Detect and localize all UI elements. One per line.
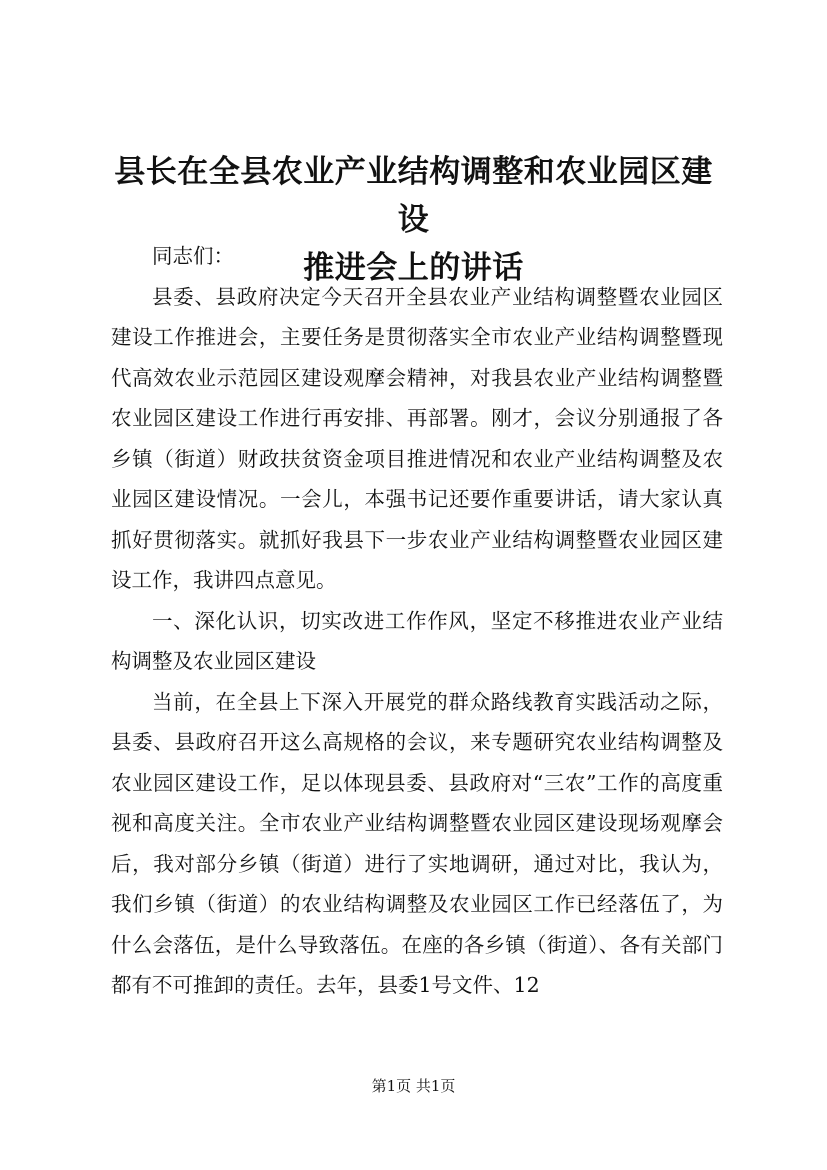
paragraph-section-1: 当前，在全县上下深入开展党的群众路线教育实践活动之际，县委、县政府召开这么高规格的会议，来专题研究农业结构调整及农业园区建设工作，足以体现县委、县政府对“三农”工作的高度重视和高度关注。全市农业产业结构调整暨农业园区建设现场观摩会后，我对部分乡镇（街道）进行了实地调研，通过对比，我认为，我们乡镇（街道）的农业结构调整及农业园区工作已经落伍了，为什么会落伍，是什么导致落伍。在座的各乡镇（街道）、各有关部门都有不可推卸的责任。去年，县委1号文件、12 [111,689,723,997]
section-heading-1: 一、深化认识，切实改进工作作风，坚定不移推进农业产业结构调整及农业园区建设 [111,608,723,673]
page-footer [0,1076,827,1096]
title-line-2: 推进会上的讲话 [303,250,524,286]
paragraph-intro: 县委、县政府决定今天召开全县农业产业结构调整暨农业园区建设工作推进会，主要任务是贯彻落实全市农业产业结构调整暨现代高效农业示范园区建设观摩会精神，对我县农业产业结构调整暨农业园区建设工作进行再安排、再部署。刚才，会议分别通报了各乡镇（街道）财政扶贫资金项目推进情况和农业产业结构调整及农业园区建设情况。一会儿，本强书记还要作重要讲话，请大家认真抓好贯彻落实。就抓好我县下一步农业产业结构调整暨农业园区建设工作，我讲四点意见。 [111,284,723,592]
salutation: 同志们： [152,244,234,268]
page-indicator: 第1页 共1页 [371,1077,456,1095]
document-body [111,236,723,1006]
title-line-1: 县长在全县农业产业结构调整和农业园区建设 [114,154,713,238]
